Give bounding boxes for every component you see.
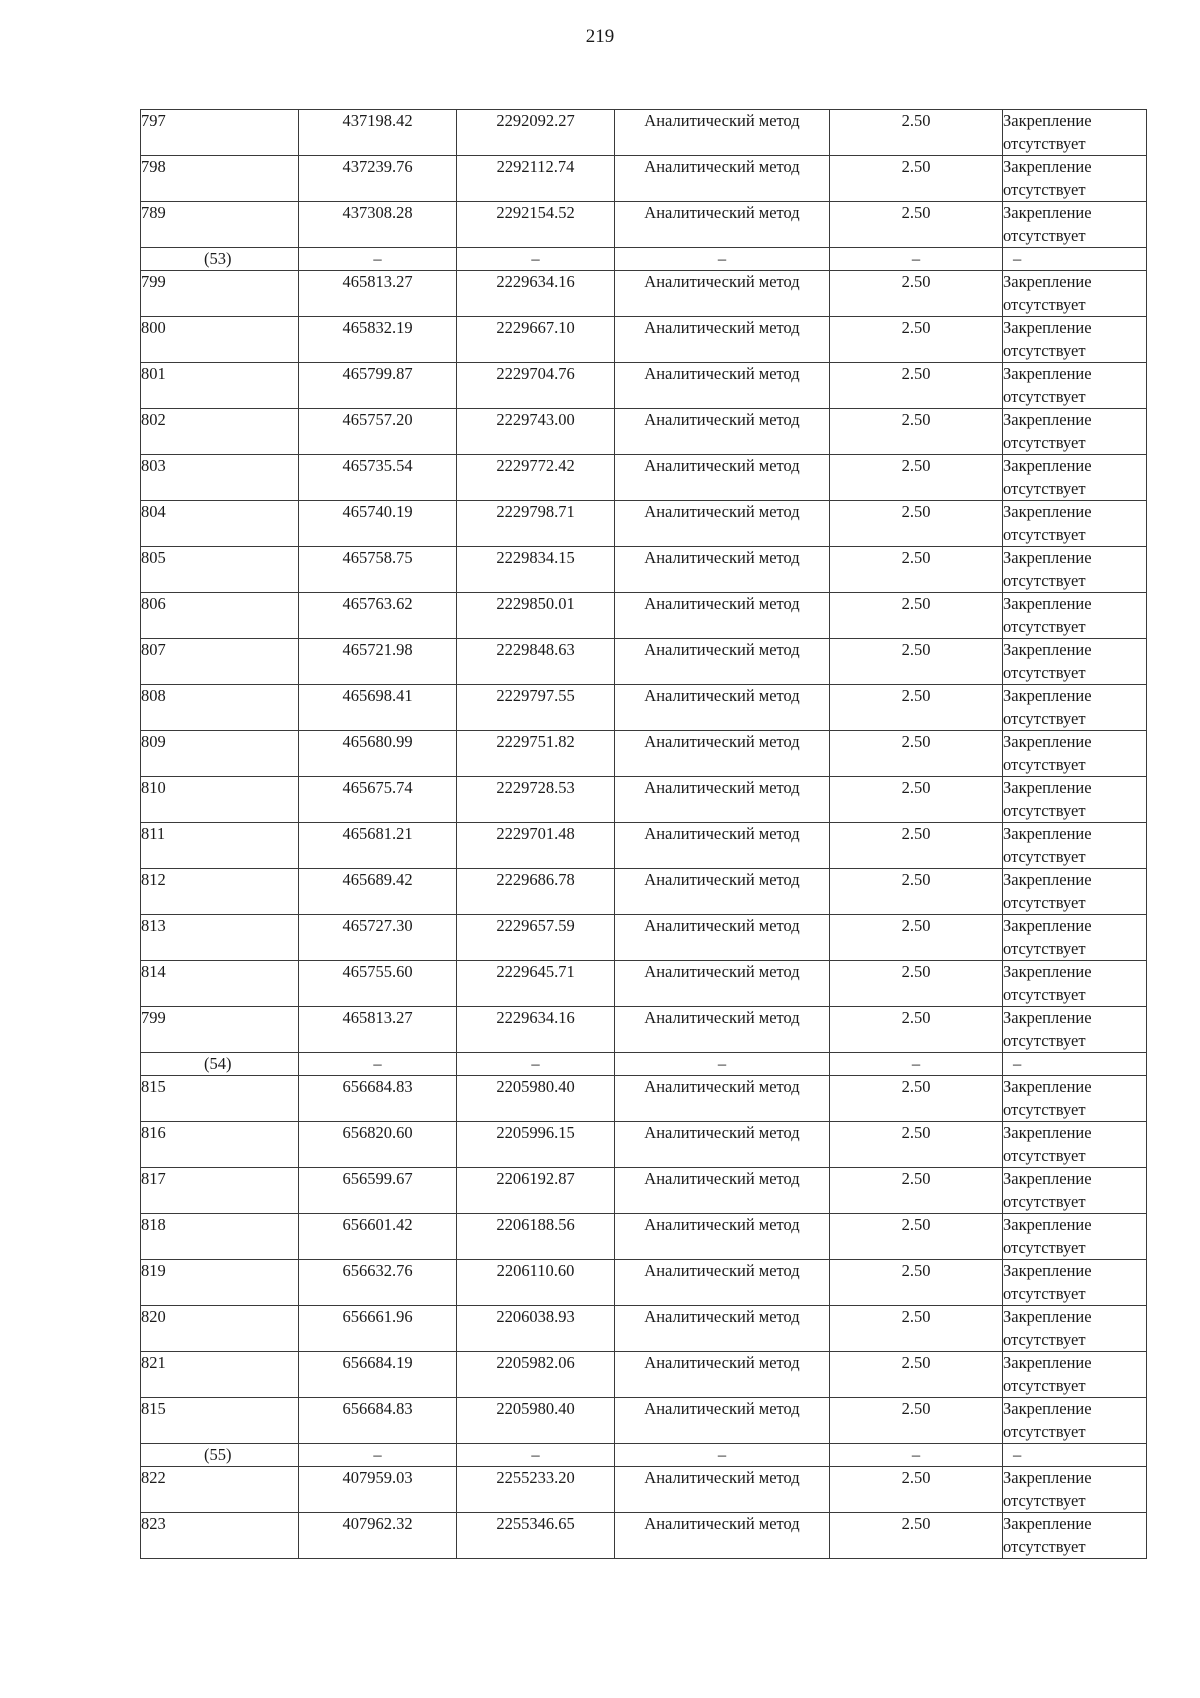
method-cell: Аналитический метод — [615, 685, 830, 731]
fixing-cell: Закрепление отсутствует — [1003, 1007, 1147, 1053]
y-coordinate-cell: 2229701.48 — [457, 823, 615, 869]
accuracy-cell: 2.50 — [830, 547, 1003, 593]
x-coordinate-cell: 656684.19 — [299, 1352, 457, 1398]
method-cell: Аналитический метод — [615, 363, 830, 409]
accuracy-cell: – — [830, 1444, 1003, 1467]
point-number-cell: 802 — [141, 409, 299, 455]
table-row — [141, 1352, 1147, 1398]
x-coordinate-cell: 656601.42 — [299, 1214, 457, 1260]
point-number-cell: 807 — [141, 639, 299, 685]
accuracy-cell: 2.50 — [830, 1306, 1003, 1352]
fixing-cell: Закрепление отсутствует — [1003, 202, 1147, 248]
y-coordinate-cell: 2205996.15 — [457, 1122, 615, 1168]
x-coordinate-cell: 465763.62 — [299, 593, 457, 639]
method-cell: Аналитический метод — [615, 455, 830, 501]
x-coordinate-cell: 437239.76 — [299, 156, 457, 202]
fixing-cell: Закрепление отсутствует — [1003, 685, 1147, 731]
y-coordinate-cell: 2229634.16 — [457, 1007, 615, 1053]
fixing-cell: Закрепление отсутствует — [1003, 1398, 1147, 1444]
point-number-cell: 816 — [141, 1122, 299, 1168]
accuracy-cell: 2.50 — [830, 1122, 1003, 1168]
point-number-cell: 823 — [141, 1513, 299, 1559]
y-coordinate-cell: 2229704.76 — [457, 363, 615, 409]
fixing-cell: Закрепление отсутствует — [1003, 593, 1147, 639]
point-number-cell: 812 — [141, 869, 299, 915]
method-cell: Аналитический метод — [615, 1306, 830, 1352]
method-cell: – — [615, 1053, 830, 1076]
method-cell: Аналитический метод — [615, 869, 830, 915]
fixing-cell: Закрепление отсутствует — [1003, 961, 1147, 1007]
fixing-cell: Закрепление отсутствует — [1003, 1260, 1147, 1306]
point-number-cell: 819 — [141, 1260, 299, 1306]
accuracy-cell: 2.50 — [830, 1168, 1003, 1214]
table-row — [141, 501, 1147, 547]
x-coordinate-cell: 465758.75 — [299, 547, 457, 593]
table-row — [141, 1306, 1147, 1352]
table-row — [141, 271, 1147, 317]
method-cell: Аналитический метод — [615, 777, 830, 823]
table-row — [141, 1168, 1147, 1214]
fixing-cell: Закрепление отсутствует — [1003, 1168, 1147, 1214]
method-cell: Аналитический метод — [615, 1007, 830, 1053]
fixing-cell: Закрепление отсутствует — [1003, 363, 1147, 409]
y-coordinate-cell: 2229751.82 — [457, 731, 615, 777]
method-cell: Аналитический метод — [615, 110, 830, 156]
fixing-cell: Закрепление отсутствует — [1003, 547, 1147, 593]
y-coordinate-cell: 2229634.16 — [457, 271, 615, 317]
point-number-cell: 817 — [141, 1168, 299, 1214]
section-row — [141, 248, 1147, 271]
x-coordinate-cell: 465681.21 — [299, 823, 457, 869]
page-number: 219 — [585, 26, 615, 47]
accuracy-cell: 2.50 — [830, 1260, 1003, 1306]
accuracy-cell: 2.50 — [830, 1467, 1003, 1513]
method-cell: Аналитический метод — [615, 639, 830, 685]
fixing-cell: Закрепление отсутствует — [1003, 823, 1147, 869]
x-coordinate-cell: – — [299, 248, 457, 271]
table-row — [141, 1214, 1147, 1260]
fixing-cell: Закрепление отсутствует — [1003, 501, 1147, 547]
table-row — [141, 915, 1147, 961]
table-row — [141, 639, 1147, 685]
table-row — [141, 363, 1147, 409]
point-number-cell: 813 — [141, 915, 299, 961]
point-number-cell: 799 — [141, 1007, 299, 1053]
y-coordinate-cell: 2229667.10 — [457, 317, 615, 363]
y-coordinate-cell: 2206188.56 — [457, 1214, 615, 1260]
accuracy-cell: 2.50 — [830, 317, 1003, 363]
accuracy-cell: 2.50 — [830, 1214, 1003, 1260]
point-number-cell: (53) — [141, 248, 299, 271]
method-cell: Аналитический метод — [615, 1168, 830, 1214]
method-cell: Аналитический метод — [615, 823, 830, 869]
table-row — [141, 202, 1147, 248]
x-coordinate-cell: 465740.19 — [299, 501, 457, 547]
table-row — [141, 156, 1147, 202]
table-row — [141, 317, 1147, 363]
accuracy-cell: 2.50 — [830, 409, 1003, 455]
method-cell: Аналитический метод — [615, 202, 830, 248]
point-number-cell: 814 — [141, 961, 299, 1007]
point-number-cell: 803 — [141, 455, 299, 501]
fixing-cell: – — [1003, 1053, 1147, 1076]
y-coordinate-cell: 2206110.60 — [457, 1260, 615, 1306]
accuracy-cell: – — [830, 1053, 1003, 1076]
accuracy-cell: 2.50 — [830, 1398, 1003, 1444]
table-row — [141, 593, 1147, 639]
point-number-cell: 797 — [141, 110, 299, 156]
point-number-cell: 822 — [141, 1467, 299, 1513]
point-number-cell: 815 — [141, 1076, 299, 1122]
accuracy-cell: 2.50 — [830, 961, 1003, 1007]
y-coordinate-cell: 2229797.55 — [457, 685, 615, 731]
y-coordinate-cell: 2229686.78 — [457, 869, 615, 915]
table-row — [141, 1007, 1147, 1053]
accuracy-cell: 2.50 — [830, 501, 1003, 547]
x-coordinate-cell: 465735.54 — [299, 455, 457, 501]
x-coordinate-cell: 465698.41 — [299, 685, 457, 731]
accuracy-cell: 2.50 — [830, 1007, 1003, 1053]
accuracy-cell: 2.50 — [830, 823, 1003, 869]
fixing-cell: Закрепление отсутствует — [1003, 409, 1147, 455]
method-cell: – — [615, 1444, 830, 1467]
y-coordinate-cell: 2229657.59 — [457, 915, 615, 961]
x-coordinate-cell: 465689.42 — [299, 869, 457, 915]
x-coordinate-cell: 465721.98 — [299, 639, 457, 685]
table-row — [141, 823, 1147, 869]
x-coordinate-cell: 465675.74 — [299, 777, 457, 823]
x-coordinate-cell: 656599.67 — [299, 1168, 457, 1214]
accuracy-cell: 2.50 — [830, 593, 1003, 639]
method-cell: Аналитический метод — [615, 409, 830, 455]
method-cell: Аналитический метод — [615, 1260, 830, 1306]
point-number-cell: 804 — [141, 501, 299, 547]
x-coordinate-cell: 656684.83 — [299, 1076, 457, 1122]
method-cell: – — [615, 248, 830, 271]
method-cell: Аналитический метод — [615, 156, 830, 202]
point-number-cell: 801 — [141, 363, 299, 409]
method-cell: Аналитический метод — [615, 1076, 830, 1122]
x-coordinate-cell: 656632.76 — [299, 1260, 457, 1306]
y-coordinate-cell: 2292092.27 — [457, 110, 615, 156]
table-row — [141, 110, 1147, 156]
table-row — [141, 1467, 1147, 1513]
point-number-cell: 799 — [141, 271, 299, 317]
fixing-cell: Закрепление отсутствует — [1003, 317, 1147, 363]
fixing-cell: Закрепление отсутствует — [1003, 1467, 1147, 1513]
x-coordinate-cell: 437308.28 — [299, 202, 457, 248]
fixing-cell: Закрепление отсутствует — [1003, 455, 1147, 501]
y-coordinate-cell: 2292112.74 — [457, 156, 615, 202]
point-number-cell: 789 — [141, 202, 299, 248]
section-row — [141, 1053, 1147, 1076]
fixing-cell: Закрепление отсутствует — [1003, 915, 1147, 961]
accuracy-cell: 2.50 — [830, 110, 1003, 156]
x-coordinate-cell: 656820.60 — [299, 1122, 457, 1168]
y-coordinate-cell: 2255346.65 — [457, 1513, 615, 1559]
table-row — [141, 1122, 1147, 1168]
y-coordinate-cell: 2229834.15 — [457, 547, 615, 593]
x-coordinate-cell: 656684.83 — [299, 1398, 457, 1444]
y-coordinate-cell: 2229798.71 — [457, 501, 615, 547]
x-coordinate-cell: – — [299, 1053, 457, 1076]
accuracy-cell: 2.50 — [830, 455, 1003, 501]
x-coordinate-cell: 465755.60 — [299, 961, 457, 1007]
point-number-cell: 809 — [141, 731, 299, 777]
y-coordinate-cell: – — [457, 248, 615, 271]
table-row — [141, 547, 1147, 593]
method-cell: Аналитический метод — [615, 915, 830, 961]
x-coordinate-cell: 465813.27 — [299, 1007, 457, 1053]
table-row — [141, 455, 1147, 501]
accuracy-cell: 2.50 — [830, 639, 1003, 685]
fixing-cell: Закрепление отсутствует — [1003, 1214, 1147, 1260]
accuracy-cell: 2.50 — [830, 156, 1003, 202]
fixing-cell: Закрепление отсутствует — [1003, 110, 1147, 156]
fixing-cell: Закрепление отсутствует — [1003, 271, 1147, 317]
fixing-cell: Закрепление отсутствует — [1003, 639, 1147, 685]
y-coordinate-cell: 2205980.40 — [457, 1076, 615, 1122]
table-row — [141, 1398, 1147, 1444]
point-number-cell: 815 — [141, 1398, 299, 1444]
table-row — [141, 869, 1147, 915]
x-coordinate-cell: 656661.96 — [299, 1306, 457, 1352]
x-coordinate-cell: 437198.42 — [299, 110, 457, 156]
accuracy-cell: 2.50 — [830, 915, 1003, 961]
fixing-cell: Закрепление отсутствует — [1003, 1352, 1147, 1398]
x-coordinate-cell: 465757.20 — [299, 409, 457, 455]
point-number-cell: 800 — [141, 317, 299, 363]
y-coordinate-cell: 2205980.40 — [457, 1398, 615, 1444]
fixing-cell: Закрепление отсутствует — [1003, 731, 1147, 777]
method-cell: Аналитический метод — [615, 501, 830, 547]
accuracy-cell: 2.50 — [830, 202, 1003, 248]
method-cell: Аналитический метод — [615, 1122, 830, 1168]
point-number-cell: 811 — [141, 823, 299, 869]
accuracy-cell: – — [830, 248, 1003, 271]
y-coordinate-cell: 2205982.06 — [457, 1352, 615, 1398]
point-number-cell: 798 — [141, 156, 299, 202]
point-number-cell: 808 — [141, 685, 299, 731]
fixing-cell: Закрепление отсутствует — [1003, 1306, 1147, 1352]
method-cell: Аналитический метод — [615, 731, 830, 777]
method-cell: Аналитический метод — [615, 317, 830, 363]
method-cell: Аналитический метод — [615, 1513, 830, 1559]
fixing-cell: Закрепление отсутствует — [1003, 869, 1147, 915]
accuracy-cell: 2.50 — [830, 731, 1003, 777]
fixing-cell: – — [1003, 248, 1147, 271]
y-coordinate-cell: 2229848.63 — [457, 639, 615, 685]
fixing-cell: Закрепление отсутствует — [1003, 156, 1147, 202]
method-cell: Аналитический метод — [615, 961, 830, 1007]
x-coordinate-cell: 407962.32 — [299, 1513, 457, 1559]
table-row — [141, 777, 1147, 823]
x-coordinate-cell: 465799.87 — [299, 363, 457, 409]
fixing-cell: Закрепление отсутствует — [1003, 777, 1147, 823]
y-coordinate-cell: 2229645.71 — [457, 961, 615, 1007]
table-row — [141, 961, 1147, 1007]
method-cell: Аналитический метод — [615, 271, 830, 317]
point-number-cell: 810 — [141, 777, 299, 823]
y-coordinate-cell: 2229850.01 — [457, 593, 615, 639]
accuracy-cell: 2.50 — [830, 777, 1003, 823]
point-number-cell: 806 — [141, 593, 299, 639]
table-row — [141, 409, 1147, 455]
accuracy-cell: 2.50 — [830, 1513, 1003, 1559]
coordinates-table — [140, 109, 1147, 1559]
point-number-cell: 805 — [141, 547, 299, 593]
y-coordinate-cell: 2206038.93 — [457, 1306, 615, 1352]
method-cell: Аналитический метод — [615, 547, 830, 593]
y-coordinate-cell: – — [457, 1053, 615, 1076]
y-coordinate-cell: 2292154.52 — [457, 202, 615, 248]
method-cell: Аналитический метод — [615, 1352, 830, 1398]
fixing-cell: – — [1003, 1444, 1147, 1467]
accuracy-cell: 2.50 — [830, 271, 1003, 317]
x-coordinate-cell: – — [299, 1444, 457, 1467]
method-cell: Аналитический метод — [615, 1398, 830, 1444]
fixing-cell: Закрепление отсутствует — [1003, 1122, 1147, 1168]
accuracy-cell: 2.50 — [830, 1352, 1003, 1398]
accuracy-cell: 2.50 — [830, 363, 1003, 409]
point-number-cell: 818 — [141, 1214, 299, 1260]
x-coordinate-cell: 465680.99 — [299, 731, 457, 777]
fixing-cell: Закрепление отсутствует — [1003, 1076, 1147, 1122]
point-number-cell: 821 — [141, 1352, 299, 1398]
x-coordinate-cell: 407959.03 — [299, 1467, 457, 1513]
table-row — [141, 731, 1147, 777]
y-coordinate-cell: 2229743.00 — [457, 409, 615, 455]
y-coordinate-cell: – — [457, 1444, 615, 1467]
table-row — [141, 1513, 1147, 1559]
y-coordinate-cell: 2255233.20 — [457, 1467, 615, 1513]
x-coordinate-cell: 465832.19 — [299, 317, 457, 363]
x-coordinate-cell: 465813.27 — [299, 271, 457, 317]
method-cell: Аналитический метод — [615, 593, 830, 639]
point-number-cell: (55) — [141, 1444, 299, 1467]
point-number-cell: 820 — [141, 1306, 299, 1352]
point-number-cell: (54) — [141, 1053, 299, 1076]
table-row — [141, 685, 1147, 731]
table-row — [141, 1076, 1147, 1122]
accuracy-cell: 2.50 — [830, 869, 1003, 915]
coordinates-table-body — [141, 110, 1147, 1559]
accuracy-cell: 2.50 — [830, 1076, 1003, 1122]
method-cell: Аналитический метод — [615, 1467, 830, 1513]
section-row — [141, 1444, 1147, 1467]
y-coordinate-cell: 2206192.87 — [457, 1168, 615, 1214]
method-cell: Аналитический метод — [615, 1214, 830, 1260]
y-coordinate-cell: 2229772.42 — [457, 455, 615, 501]
accuracy-cell: 2.50 — [830, 685, 1003, 731]
table-row — [141, 1260, 1147, 1306]
x-coordinate-cell: 465727.30 — [299, 915, 457, 961]
y-coordinate-cell: 2229728.53 — [457, 777, 615, 823]
fixing-cell: Закрепление отсутствует — [1003, 1513, 1147, 1559]
